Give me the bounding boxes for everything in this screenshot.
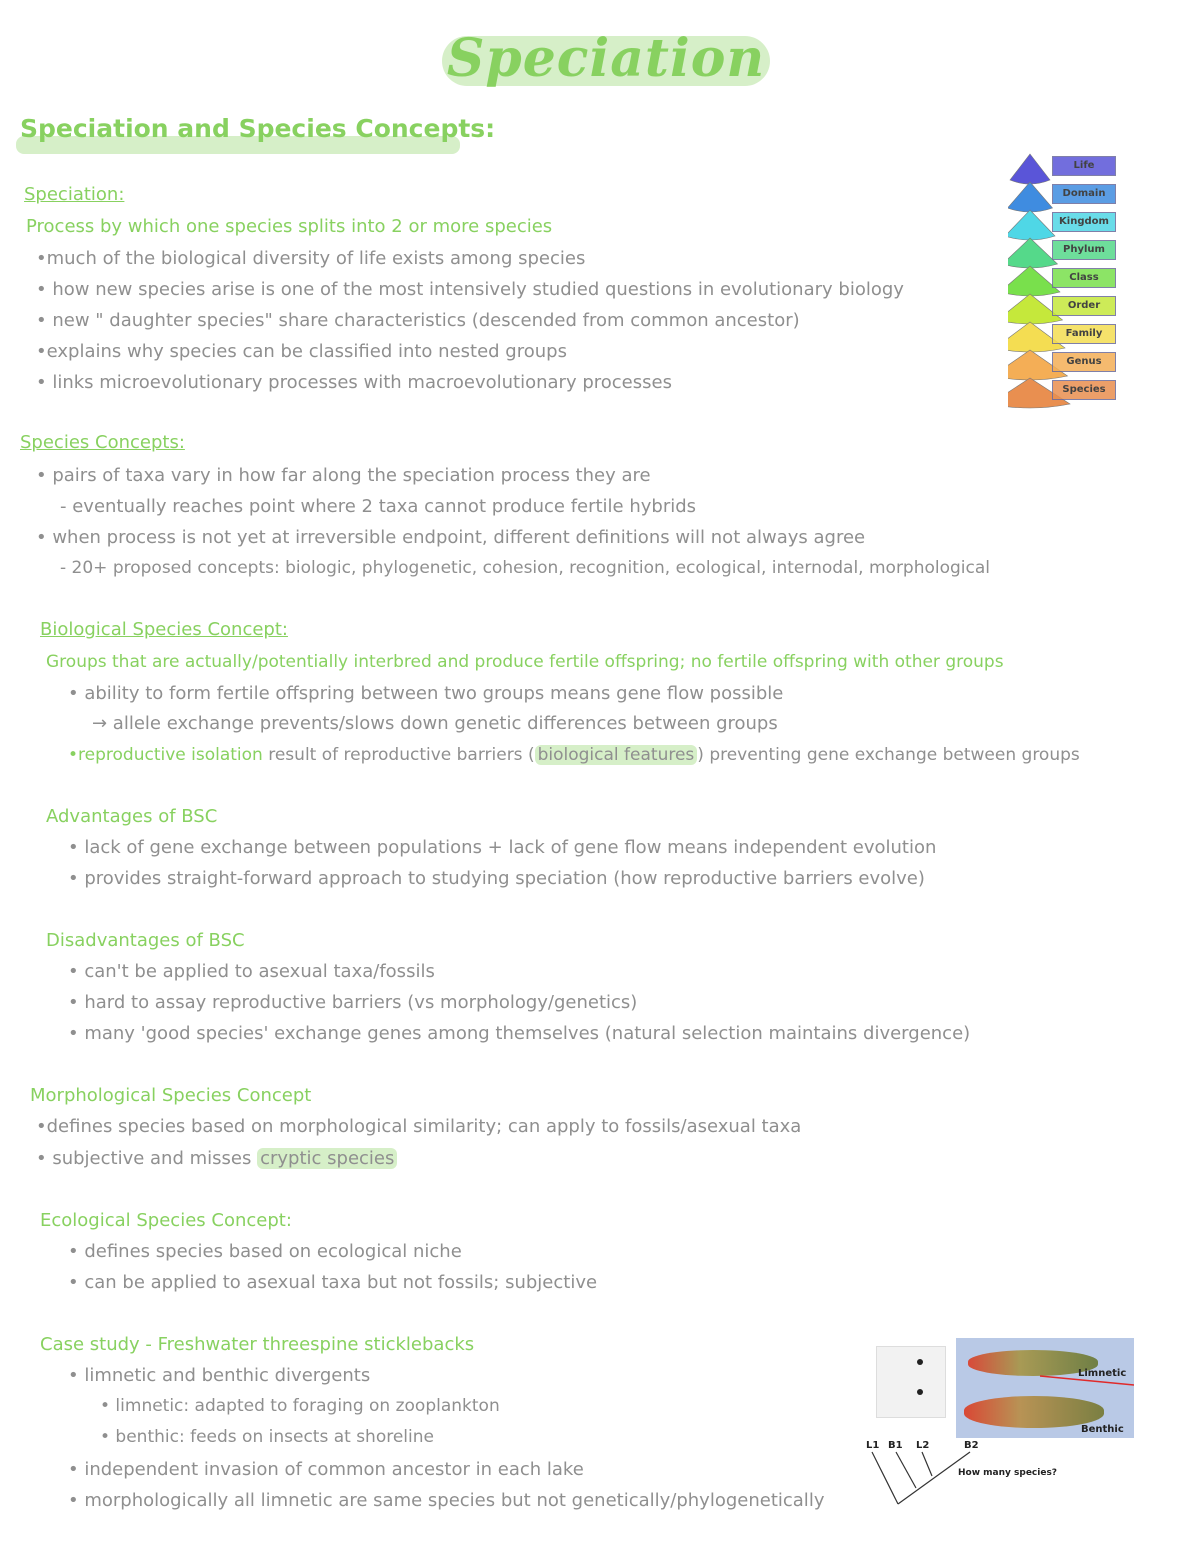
- tree-label: L2: [916, 1440, 930, 1451]
- taxonomy-rank-label: Order: [1052, 296, 1116, 316]
- species-concepts-heading: Species Concepts:: [20, 432, 185, 453]
- ecological-heading: Ecological Species Concept:: [40, 1210, 292, 1231]
- page-title: Speciation: [446, 28, 766, 89]
- bsc-reproductive-isolation: [68, 745, 1080, 765]
- species-concepts-subbullet: - eventually reaches point where 2 taxa cannot produce fertile hybrids: [60, 496, 697, 517]
- bsc-heading: Biological Species Concept:: [40, 619, 288, 640]
- case-study-subbullet: • benthic: feeds on insects at shoreline: [100, 1427, 434, 1447]
- taxonomy-pyramid: [1008, 150, 1112, 412]
- taxonomy-cone: [1008, 182, 1053, 212]
- tree-label: B2: [964, 1440, 979, 1451]
- taxonomy-rank-label: Life: [1052, 156, 1116, 176]
- speciation-bullet: • new " daughter species" share characteristics (descended from common ancestor): [36, 310, 800, 331]
- bsc-definition: Groups that are actually/potentially interbred and produce fertile offspring; no fertile offspring with other groups: [46, 652, 1004, 672]
- taxonomy-cone: [1008, 238, 1058, 268]
- tree-label: L1: [866, 1440, 880, 1451]
- speciation-bullet: •explains why species can be classified into nested groups: [36, 341, 567, 362]
- bsc-bullet: • ability to form fertile offspring between two groups means gene flow possible: [68, 683, 784, 704]
- morphological-heading: Morphological Species Concept: [30, 1085, 312, 1106]
- speciation-bullet: • links microevolutionary processes with macroevolutionary processes: [36, 372, 672, 393]
- tree-question: How many species?: [958, 1468, 1058, 1478]
- dot-icon: [917, 1359, 923, 1365]
- ecological-bullet: • defines species based on ecological niche: [68, 1241, 462, 1262]
- case-study-bullet: • limnetic and benthic divergents: [68, 1365, 371, 1386]
- taxonomy-rank-label: Genus: [1052, 352, 1116, 372]
- biological-features-highlight: biological features: [535, 745, 698, 765]
- speciation-bullet: • how new species arise is one of the most intensively studied questions in evolutionary biology: [36, 279, 904, 300]
- taxonomy-rank-label: Family: [1052, 324, 1116, 344]
- disadvantages-bullet: • many 'good species' exchange genes among themselves (natural selection maintains divergence): [68, 1023, 971, 1044]
- taxonomy-rank-label: Species: [1052, 380, 1116, 400]
- disadvantages-heading: Disadvantages of BSC: [46, 930, 245, 951]
- limnetic-label: Limnetic: [1078, 1368, 1127, 1379]
- morphological-line: •defines species based on morphological similarity; can apply to fossils/asexual taxa: [36, 1116, 802, 1137]
- red-arrow-icon: [956, 1338, 1134, 1438]
- dot-icon: [917, 1389, 923, 1395]
- cryptic-species-highlight: cryptic species: [257, 1148, 397, 1169]
- morphological-line-text: • subjective and misses: [36, 1148, 258, 1169]
- reproductive-isolation-term: •reproductive isolation: [68, 745, 263, 765]
- case-study-bullet: • independent invasion of common ancestor in each lake: [68, 1459, 584, 1480]
- case-study-bullet: • morphologically all limnetic are same species but not genetically/phylogenetically: [68, 1490, 825, 1511]
- species-concepts-bullet: • when process is not yet at irreversible endpoint, different definitions will not always agree: [36, 527, 866, 548]
- small-graph-image: [876, 1346, 946, 1418]
- case-study-subbullet: • limnetic: adapted to foraging on zooplankton: [100, 1396, 500, 1416]
- taxonomy-cone: [1008, 210, 1055, 240]
- species-concepts-bullet: • pairs of taxa vary in how far along the speciation process they are: [36, 465, 651, 486]
- case-study-heading: Case study - Freshwater threespine sticklebacks: [40, 1334, 475, 1355]
- bsc-subbullet: → allele exchange prevents/slows down genetic differences between groups: [92, 713, 778, 734]
- taxonomy-rank-label: Kingdom: [1052, 212, 1116, 232]
- repro-mid: result of reproductive barriers (: [262, 745, 535, 765]
- speciation-heading: Speciation:: [24, 184, 125, 205]
- stickleback-photo: [956, 1338, 1134, 1438]
- advantages-heading: Advantages of BSC: [46, 806, 218, 827]
- disadvantages-bullet: • hard to assay reproductive barriers (vs morphology/genetics): [68, 992, 638, 1013]
- section-heading: Speciation and Species Concepts:: [20, 114, 496, 143]
- benthic-label: Benthic: [1081, 1424, 1124, 1435]
- advantages-bullet: • lack of gene exchange between populations + lack of gene flow means independent evolution: [68, 837, 937, 858]
- phylogenetic-tree: [866, 1440, 1066, 1510]
- species-concepts-subbullet: - 20+ proposed concepts: biologic, phylogenetic, cohesion, recognition, ecological, internodal, morphological: [60, 558, 991, 578]
- speciation-definition: Process by which one species splits into 2 or more species: [26, 216, 553, 237]
- taxonomy-rank-label: Domain: [1052, 184, 1116, 204]
- taxonomy-cone: [1010, 154, 1050, 184]
- disadvantages-bullet: • can't be applied to asexual taxa/fossils: [68, 961, 435, 982]
- taxonomy-rank-label: Class: [1052, 268, 1116, 288]
- ecological-bullet: • can be applied to asexual taxa but not fossils; subjective: [68, 1272, 598, 1293]
- advantages-bullet: • provides straight-forward approach to studying speciation (how reproductive barriers evolve): [68, 868, 925, 889]
- tree-label: B1: [888, 1440, 903, 1451]
- repro-end: ) preventing gene exchange between groups: [697, 745, 1080, 765]
- speciation-bullet: •much of the biological diversity of life exists among species: [36, 248, 586, 269]
- morphological-line: [36, 1148, 397, 1169]
- taxonomy-rank-label: Phylum: [1052, 240, 1116, 260]
